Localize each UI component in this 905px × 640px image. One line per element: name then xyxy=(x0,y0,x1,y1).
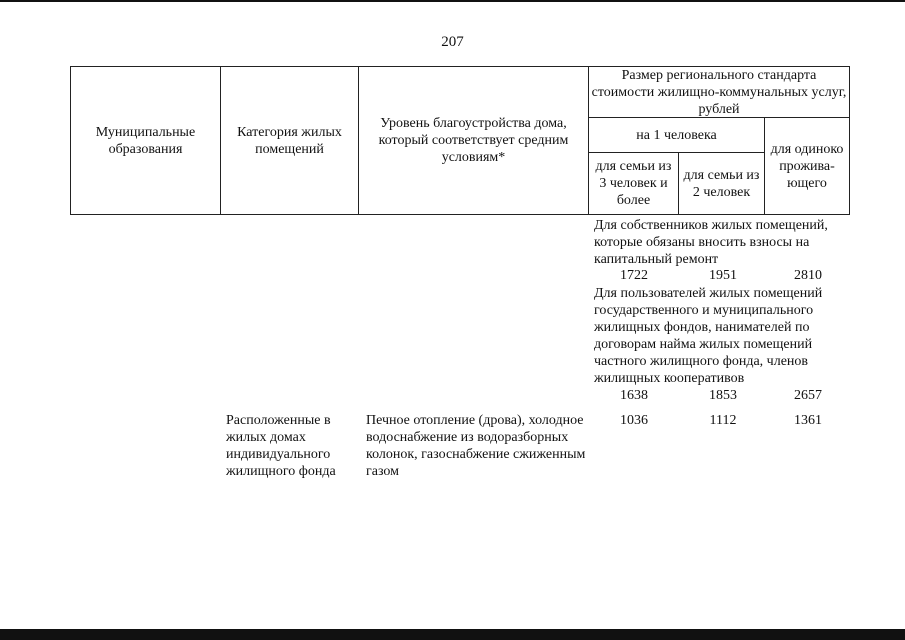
header-municipal-label: Муниципальные образования xyxy=(95,124,196,157)
header-regional xyxy=(588,66,850,118)
header-municipal xyxy=(70,66,221,215)
page-number: 207 xyxy=(441,34,464,50)
row-category: Расположенные в жилых домах индивидуального жилищного фонда xyxy=(226,413,336,479)
section-owners-family2-value: 1951 xyxy=(709,268,737,283)
row-family2-value: 1112 xyxy=(709,413,737,428)
header-category-label: Категория жилых помещений xyxy=(237,124,342,157)
header-regional-label: Размер регионального стандарта стоимости жилищно-коммунальных услуг, рублей xyxy=(591,67,847,117)
header-level xyxy=(358,66,589,215)
header-family3 xyxy=(588,152,679,215)
header-single-label: для одиноко прожива-ющего xyxy=(770,141,844,191)
row-level: Печное отопление (дрова), холодное водоснабжение из водоразборных колонок, газоснабжение сжиженным газом xyxy=(366,413,586,479)
section-tenants-family3-value: 1638 xyxy=(620,388,648,403)
header-family2 xyxy=(678,152,765,215)
section-tenants-family2-value: 1853 xyxy=(709,388,737,403)
header-family3-label: для семьи из 3 человек и более xyxy=(595,159,672,208)
row-single-value: 1361 xyxy=(794,413,822,428)
row-family3-value: 1036 xyxy=(620,413,648,428)
bottom-border xyxy=(0,629,905,640)
section-owners-family3-value: 1722 xyxy=(620,268,648,283)
section-owners-label: Для собственников жилых помещений, которые обязаны вносить взносы на капитальный ремонт xyxy=(594,218,828,267)
top-border xyxy=(0,0,905,2)
section-tenants-single-value: 2657 xyxy=(794,388,822,403)
header-single xyxy=(764,117,850,215)
header-per-person xyxy=(588,117,765,153)
header-level-label: Уровень благоустройства дома, который соответствует средним условиям* xyxy=(378,116,569,165)
section-tenants-label: Для пользователей жилых помещений государственного и муниципального жилищных фондов, нанимателей по договорам найма жилых помещений частного жилищного фонда, членов жилищных кооперативов xyxy=(594,286,823,386)
header-family2-label: для семьи из 2 человек xyxy=(683,167,760,200)
header-category xyxy=(220,66,359,215)
section-owners-single-value: 2810 xyxy=(794,268,822,283)
header-per-person-label: на 1 человека xyxy=(636,127,717,143)
